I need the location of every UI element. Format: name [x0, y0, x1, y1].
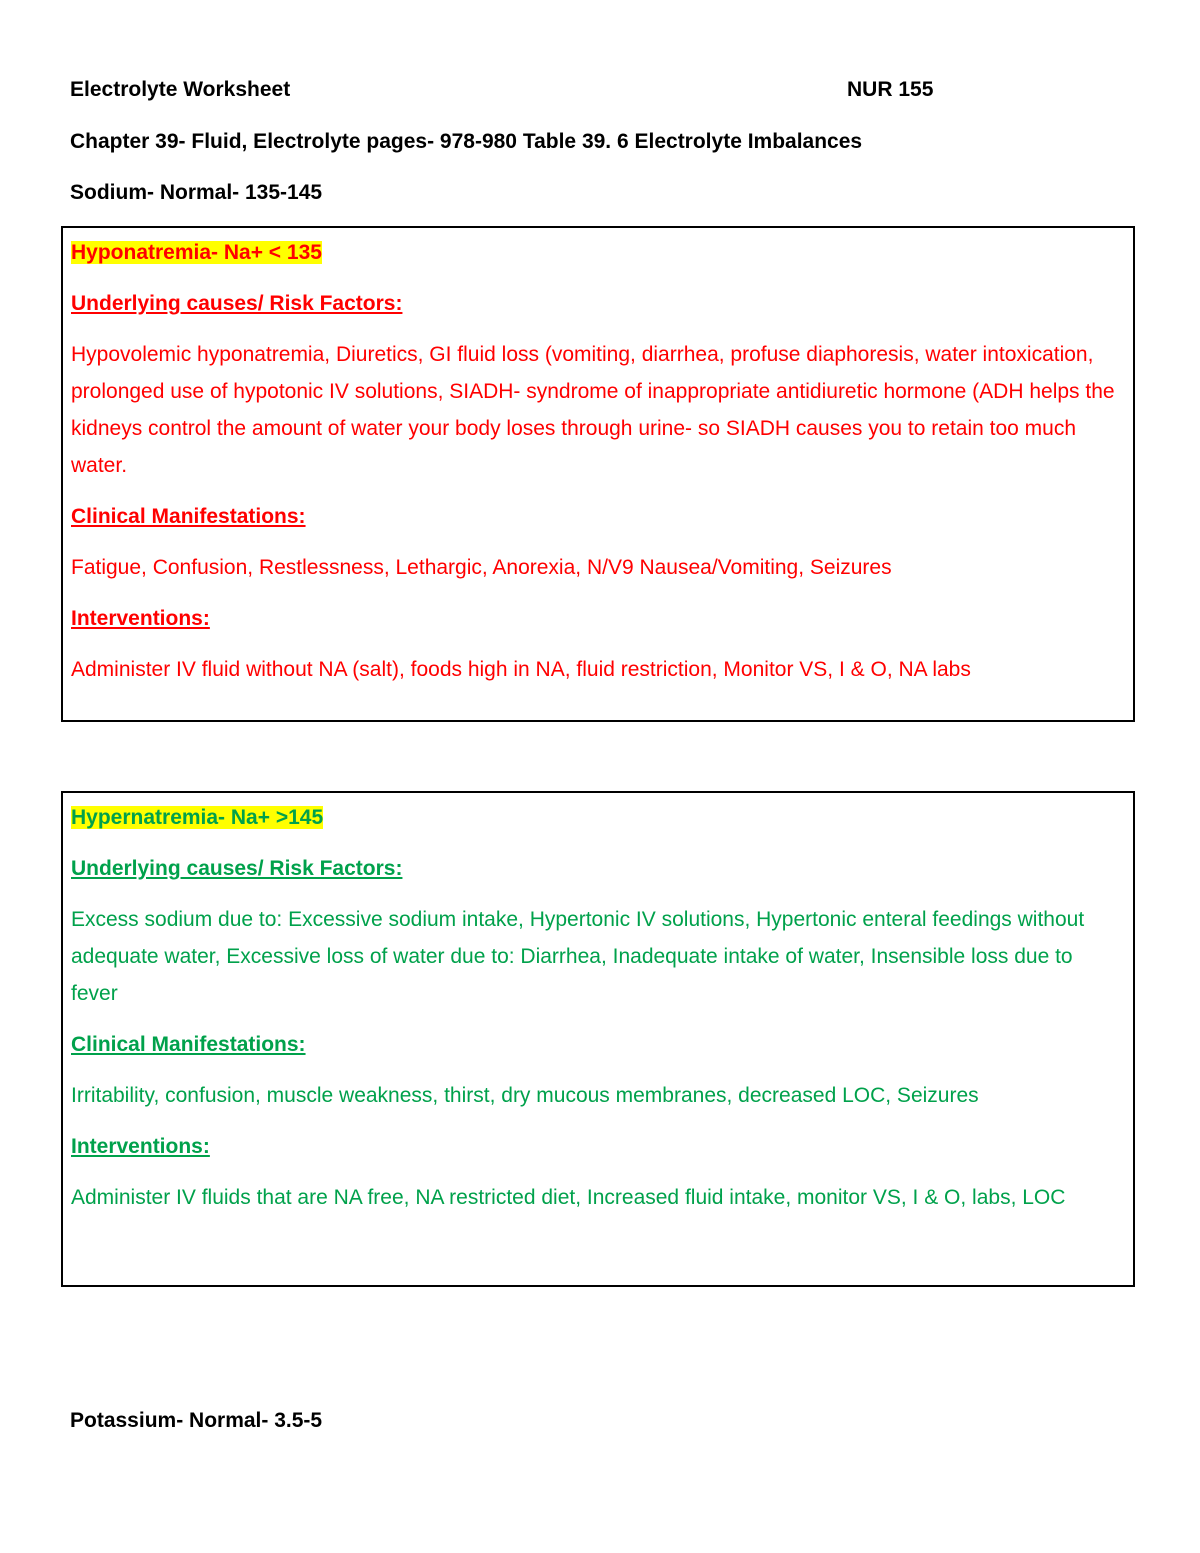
hyponatremia-interventions-text: Administer IV fluid without NA (salt), foods high in NA, fluid restriction, Monitor VS, I & O, NA labs: [71, 658, 971, 681]
hypernatremia-interventions-text: Administer IV fluids that are NA free, NA restricted diet, Increased fluid intake, monitor VS, I & O, labs, LOC: [71, 1186, 1066, 1209]
hyponatremia-causes-text: Hypovolemic hyponatremia, Diuretics, GI fluid loss (vomiting, diarrhea, profuse diaphoresis, water intoxication, prolonged use of hypotonic IV solutions, SIADH- syndrome of inappropriate antidiuretic hormone (ADH helps the kidneys control the amount of water your body loses through urine- so SIADH causes you to retain too much water.: [71, 343, 1115, 477]
hyponatremia-title: [71, 234, 1125, 271]
hyponatremia-interventions-heading: Interventions:: [71, 607, 210, 630]
hyponatremia-box: [61, 226, 1135, 722]
course-code: NUR 155: [847, 78, 934, 101]
hyponatremia-causes-heading: Underlying causes/ Risk Factors:: [71, 292, 403, 315]
hypernatremia-manifestations-text: Irritability, confusion, muscle weakness, thirst, dry mucous membranes, decreased LOC, Seizures: [71, 1084, 979, 1107]
hypernatremia-title: [71, 799, 1125, 836]
hypernatremia-manifestations-heading: Clinical Manifestations:: [71, 1033, 306, 1056]
hyponatremia-title-text: Hyponatremia- Na+ < 135: [71, 241, 322, 264]
hypernatremia-causes-text: Excess sodium due to: Excessive sodium intake, Hypertonic IV solutions, Hypertonic enteral feedings without adequate water, Excessive loss of water due to: Diarrhea, Inadequate intake of water, Insensible loss due to fever: [71, 908, 1085, 1005]
potassium-normal-range: Potassium- Normal- 3.5-5: [70, 1409, 323, 1432]
hypernatremia-interventions-heading: Interventions:: [71, 1135, 210, 1158]
document-title: Electrolyte Worksheet: [70, 78, 291, 101]
chapter-reference: Chapter 39- Fluid, Electrolyte pages- 978-980 Table 39. 6 Electrolyte Imbalances: [70, 130, 863, 153]
hypernatremia-causes-heading: Underlying causes/ Risk Factors:: [71, 857, 403, 880]
hypernatremia-title-text: Hypernatremia- Na+ >145: [71, 806, 324, 829]
sodium-normal-range: Sodium- Normal- 135-145: [70, 181, 323, 204]
hyponatremia-manifestations-heading: Clinical Manifestations:: [71, 505, 306, 528]
hyponatremia-manifestations-text: Fatigue, Confusion, Restlessness, Lethargic, Anorexia, N/V9 Nausea/Vomiting, Seizures: [71, 556, 892, 579]
hypernatremia-box: [61, 791, 1135, 1287]
